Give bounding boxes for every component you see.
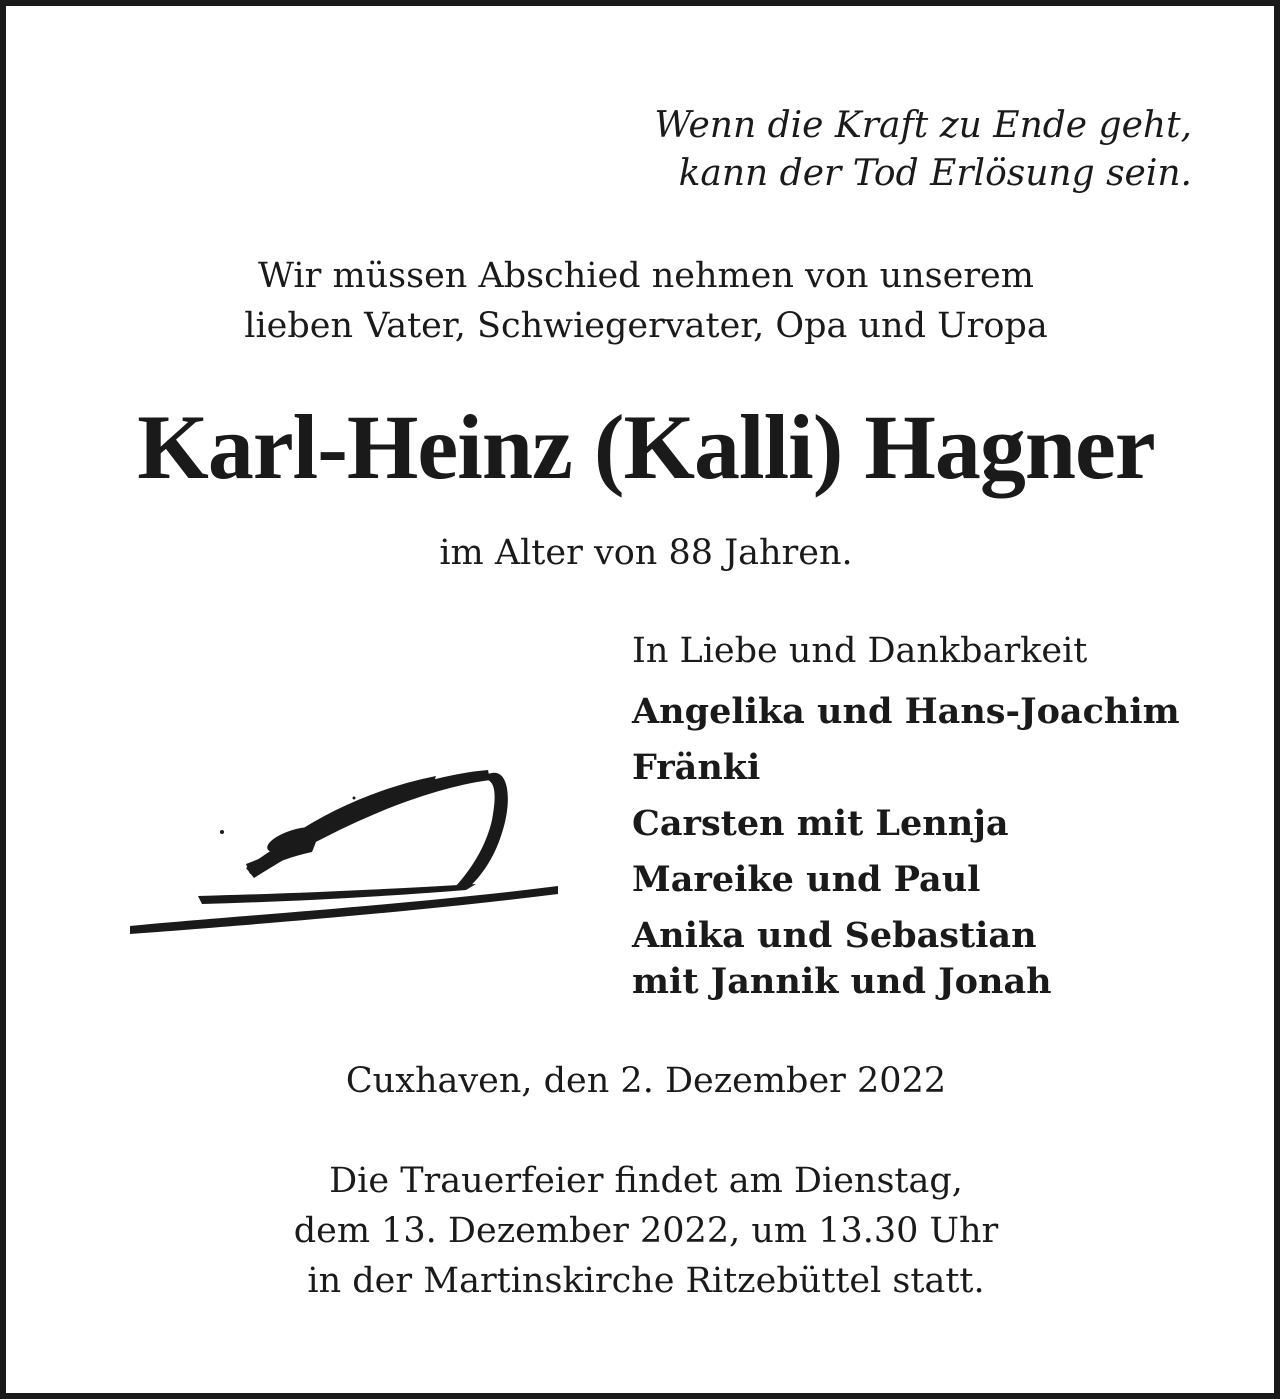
quote-line: kann der Tod Erlösung sein. xyxy=(678,153,1192,194)
deceased-name: Karl-Heinz (Kalli) Hagner xyxy=(137,396,1155,498)
intro-line: lieben Vater, Schwiegervater, Opa und Uropa xyxy=(244,306,1048,346)
service-line: in der Martinskirche Ritzebüttel statt. xyxy=(307,1261,985,1301)
funeral-service-info xyxy=(6,1156,1280,1306)
epigraph-quote xyxy=(654,102,1192,198)
service-line: Die Trauerfeier findet am Dienstag, xyxy=(329,1161,963,1201)
signoff-line: In Liebe und Dankbarkeit xyxy=(632,631,1088,671)
age-line: im Alter von 88 Jahren. xyxy=(439,533,853,573)
mourner-entry: Fränki xyxy=(632,747,761,788)
mourners-list xyxy=(632,689,1180,1015)
farewell-intro xyxy=(6,251,1280,351)
mourner-entry: Angelika und Hans-Joachim xyxy=(632,691,1180,732)
place-date: Cuxhaven, den 2. Dezember 2022 xyxy=(345,1061,947,1101)
quote-line: Wenn die Kraft zu Ende geht, xyxy=(654,105,1192,146)
service-line: dem 13. Dezember 2022, um 13.30 Uhr xyxy=(293,1211,999,1251)
mourner-entry: Anika und Sebastian mit Jannik und Jonah xyxy=(632,915,1052,1002)
mourner-entry: Mareike und Paul xyxy=(632,859,981,900)
boat-sketch-icon xyxy=(116,756,576,946)
mourner-entry: Carsten mit Lennja xyxy=(632,803,1009,844)
intro-line: Wir müssen Abschied nehmen von unserem xyxy=(258,256,1034,296)
